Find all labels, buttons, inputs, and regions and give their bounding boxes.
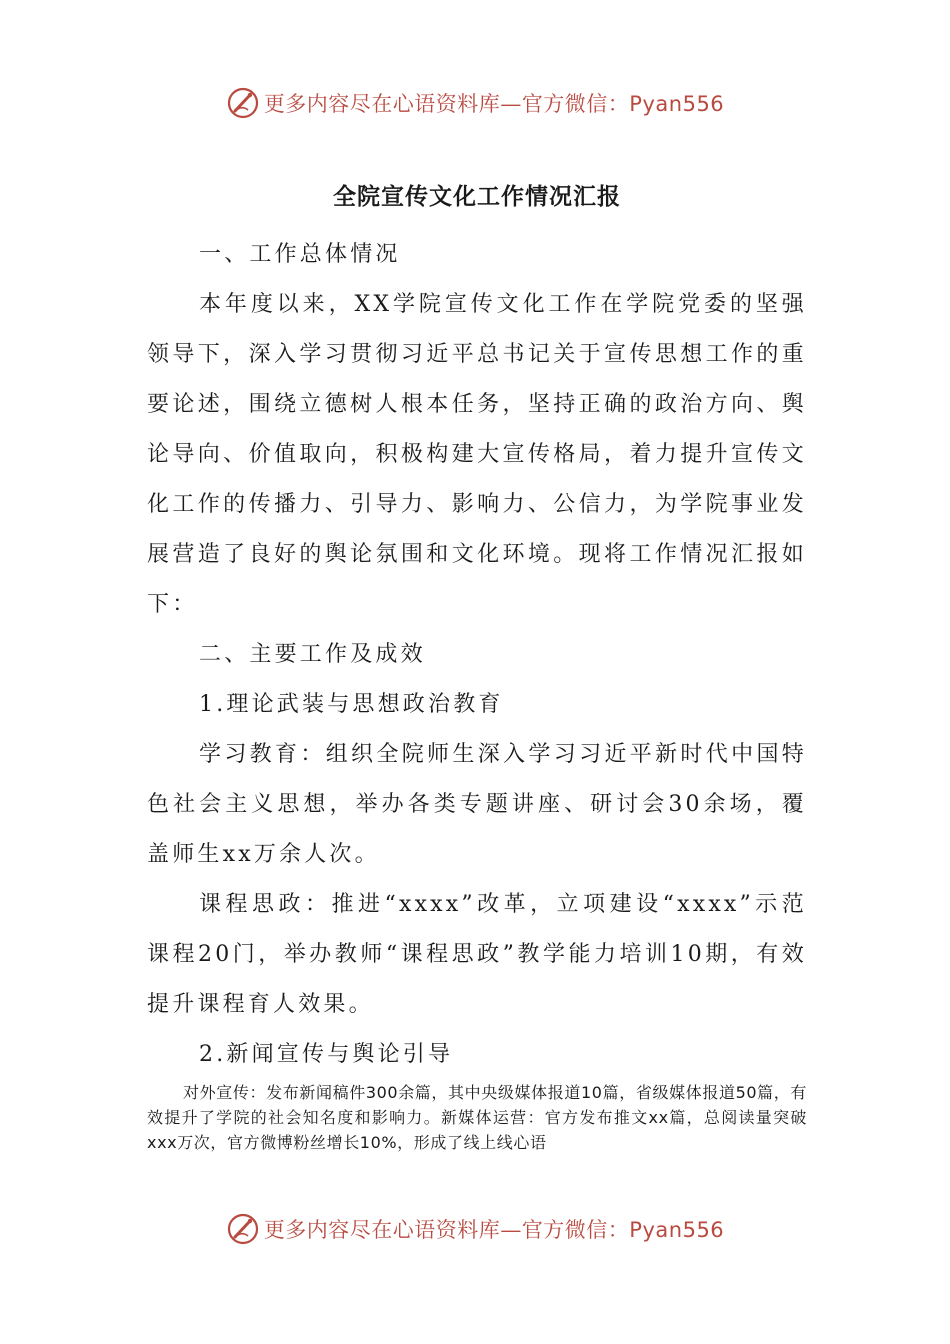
- subsection2-heading: 2.新闻宣传与舆论引导: [199, 1042, 454, 1067]
- watermark-dash: —: [500, 92, 522, 116]
- watermark-wechat: 官方微信：Pyan556: [521, 1218, 725, 1242]
- watermark-dash: —: [500, 1218, 522, 1242]
- document-body: [147, 170, 807, 1155]
- watermark-wechat: 官方微信：Pyan556: [521, 92, 725, 116]
- subsection1-paragraph-course: 课程思政：推进“xxxx”改革，立项建设“xxxx”示范课程20门，举办教师“课程思政”教学能力培训10期，有效提升课程育人效果。: [147, 892, 807, 1017]
- subsection2-paragraph: 对外宣传：发布新闻稿件300余篇，其中央级媒体报道10篇，省级媒体报道50篇，有效提升了学院的社会知名度和影响力。新媒体运营：官方发布推文xx篇，总阅读量突破xxx万次，官方微博粉丝增长10%，形成了线上线心语: [147, 1083, 807, 1152]
- watermark-text: [264, 88, 724, 118]
- section1-paragraph: 本年度以来，XX学院宣传文化工作在学院党委的坚强领导下，深入学习贯彻习近平总书记关于宣传思想工作的重要论述，围绕立德树人根本任务，坚持正确的政治方向、舆论导向、价值取向，积极构建大宣传格局，着力提升宣传文化工作的传播力、引导力、影响力、公信力，为学院事业发展营造了良好的舆论氛围和文化环境。现将工作情况汇报如下：: [147, 292, 807, 617]
- watermark-header: [0, 83, 950, 123]
- pen-logo-icon: [226, 86, 260, 120]
- pen-logo-icon: [226, 1212, 260, 1246]
- watermark-text: [264, 1214, 724, 1244]
- section1-heading: 一、工作总体情况: [199, 242, 401, 267]
- watermark-footer: [0, 1209, 950, 1249]
- document-title: 全院宣传文化工作情况汇报: [333, 184, 621, 210]
- subsection1-paragraph-study: 学习教育：组织全院师生深入学习习近平新时代中国特色社会主义思想，举办各类专题讲座、研讨会30余场，覆盖师生xx万余人次。: [147, 742, 807, 867]
- subsection1-heading: 1.理论武装与思想政治教育: [199, 692, 504, 717]
- watermark-label: 更多内容尽在心语资料库: [263, 1218, 501, 1242]
- section2-heading: 二、主要工作及成效: [199, 642, 426, 667]
- watermark-label: 更多内容尽在心语资料库: [263, 92, 501, 116]
